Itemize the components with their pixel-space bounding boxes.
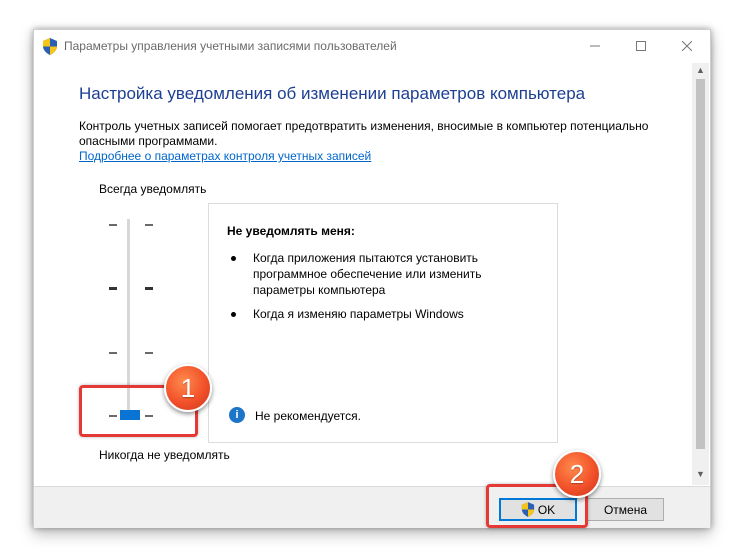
cancel-button[interactable] bbox=[587, 498, 664, 521]
scrollbar-thumb[interactable] bbox=[696, 79, 705, 449]
slider-tick bbox=[109, 287, 117, 290]
bullet-text: Когда приложения пытаются установить программное обеспечение или изменить параметры компьютера bbox=[253, 251, 482, 297]
vertical-scrollbar[interactable] bbox=[692, 63, 709, 485]
window-title: Параметры управления учетными записями пользователей bbox=[64, 39, 397, 53]
close-icon bbox=[682, 41, 692, 51]
cancel-button-label: Отмена bbox=[603, 502, 648, 517]
scroll-up-icon[interactable]: ▲ bbox=[696, 65, 705, 75]
bullet-icon bbox=[231, 256, 236, 261]
close-button[interactable] bbox=[664, 30, 710, 62]
minimize-icon bbox=[590, 41, 600, 51]
bullet-icon bbox=[231, 312, 236, 317]
maximize-button[interactable] bbox=[618, 30, 664, 62]
panel-title: Не уведомлять меня: bbox=[227, 224, 355, 238]
description-text: Контроль учетных записей помогает предотвратить изменения, вносимые в компьютер потенциально опасными программами. bbox=[79, 119, 649, 148]
slider-bottom-label: Никогда не уведомлять bbox=[99, 448, 230, 462]
level-description-panel bbox=[208, 203, 558, 443]
slider-tick bbox=[145, 224, 153, 226]
uac-shield-icon bbox=[42, 38, 58, 55]
step-badge-2: 2 bbox=[553, 450, 601, 498]
slider-tick bbox=[109, 224, 117, 226]
learn-more-link[interactable]: Подробнее о параметрах контроля учетных записей bbox=[79, 149, 372, 163]
slider-tick bbox=[145, 352, 153, 354]
dialog-footer bbox=[34, 486, 710, 528]
title-bar[interactable] bbox=[34, 30, 710, 63]
bullet-text: Когда я изменяю параметры Windows bbox=[253, 307, 464, 321]
slider-top-label: Всегда уведомлять bbox=[99, 182, 207, 196]
info-icon: i bbox=[229, 407, 245, 423]
page-heading: Настройка уведомления об изменении параметров компьютера bbox=[79, 84, 586, 103]
minimize-button[interactable] bbox=[572, 30, 618, 62]
slider-tick bbox=[109, 352, 117, 354]
ok-button-label: OK bbox=[537, 502, 556, 517]
scroll-down-icon[interactable]: ▼ bbox=[696, 469, 705, 479]
step-badge-1: 1 bbox=[164, 364, 212, 412]
slider-tick bbox=[145, 287, 153, 290]
maximize-icon bbox=[636, 41, 646, 51]
uac-settings-window bbox=[33, 29, 711, 528]
recommendation-text: Не рекомендуется. bbox=[255, 409, 361, 423]
